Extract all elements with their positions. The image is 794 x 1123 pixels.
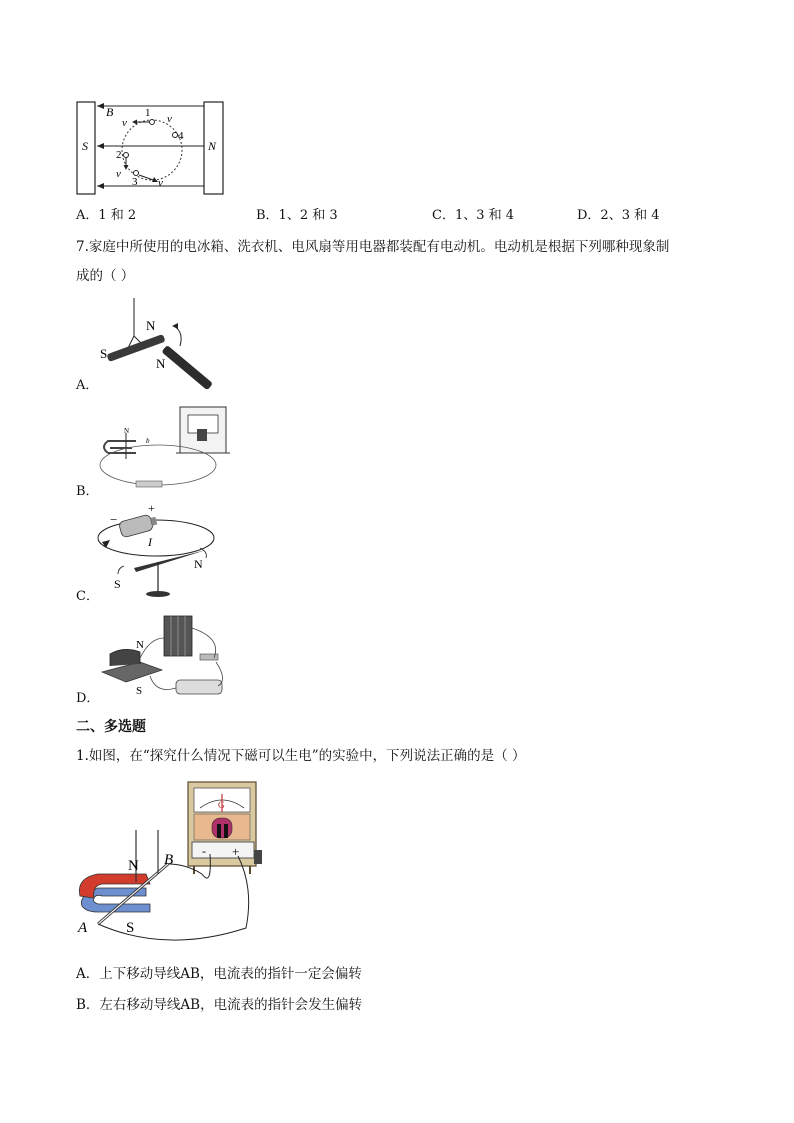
label-n: N xyxy=(208,139,217,153)
svg-text:S: S xyxy=(136,685,143,697)
rheostat xyxy=(176,680,222,694)
q6-option-b[interactable]: B．1、2 和 3 xyxy=(256,208,338,223)
label-v1: v xyxy=(122,117,127,129)
switch xyxy=(136,481,162,487)
q6-figure-svg xyxy=(70,98,230,198)
svg-text:N: N xyxy=(124,427,130,435)
q6-option-a[interactable]: A．1 和 2 xyxy=(76,208,137,223)
label-3: 3 xyxy=(132,176,138,188)
q7-option-b[interactable]: B． xyxy=(76,484,99,499)
svg-text:+: + xyxy=(232,844,240,859)
label-1: 1 xyxy=(145,107,151,119)
motor-magnet xyxy=(110,649,140,666)
point-4 xyxy=(173,133,178,138)
q7-figure-c xyxy=(96,501,226,604)
label-v2: v xyxy=(116,168,121,180)
point-3 xyxy=(134,171,139,176)
q7-figure-b xyxy=(96,403,236,495)
q7-option-d[interactable]: D． xyxy=(76,691,100,706)
label-s: S xyxy=(82,139,88,153)
q7-figure-d xyxy=(96,608,236,700)
section-heading-multiple-choice: 二、多选题 xyxy=(76,719,146,735)
svg-text:S: S xyxy=(114,577,121,591)
bar-magnet xyxy=(161,345,213,390)
point-2 xyxy=(124,153,129,158)
label-2: 2 xyxy=(116,149,122,161)
label-b: B xyxy=(106,105,114,119)
svg-text:−: − xyxy=(110,512,118,527)
point-1 xyxy=(150,120,155,125)
svg-text:S: S xyxy=(126,920,135,936)
trajectory-circle xyxy=(122,120,182,180)
mq1-figure xyxy=(76,778,266,938)
mq1-option-b[interactable]: B．左右移动导线AB，电流表的指针会发生偏转 xyxy=(76,997,363,1013)
galvanometer-coil xyxy=(212,818,232,838)
q7-option-c[interactable]: C． xyxy=(76,589,99,604)
svg-text:b: b xyxy=(146,437,150,445)
q6-option-d[interactable]: D．2、3 和 4 xyxy=(577,208,660,223)
svg-text:N: N xyxy=(146,318,156,333)
q7-option-a[interactable]: A． xyxy=(76,378,99,393)
svg-text:N: N xyxy=(136,639,144,651)
q7-figure-a xyxy=(96,296,226,391)
label-v3: v xyxy=(158,177,163,189)
mq1-stem: 1.如图，在“探究什么情况下磁可以生电”的实验中，下列说法正确的是（ ） xyxy=(76,748,526,764)
label-v4: v xyxy=(167,113,172,125)
svg-text:N: N xyxy=(128,858,139,874)
label-4: 4 xyxy=(178,130,184,142)
q7-stem-line1: 7.家庭中所使用的电冰箱、洗衣机、电风扇等用电器都装配有电动机。电动机是根据下列哪种现象制 xyxy=(76,239,670,255)
svg-text:+: + xyxy=(148,501,155,515)
svg-text:G: G xyxy=(218,800,225,810)
q7-stem-line2: 成的（ ） xyxy=(76,268,135,284)
mq1-option-a[interactable]: A．上下移动导线AB，电流表的指针一定会偏转 xyxy=(76,966,362,982)
q6-figure xyxy=(70,98,230,198)
svg-text:S: S xyxy=(100,346,108,361)
svg-text:B: B xyxy=(164,852,174,868)
svg-text:-: - xyxy=(202,844,206,858)
svg-text:I: I xyxy=(148,535,152,549)
svg-text:N: N xyxy=(194,557,203,571)
svg-text:A: A xyxy=(78,920,88,936)
svg-text:N: N xyxy=(156,356,166,371)
q6-option-c[interactable]: C．1、3 和 4 xyxy=(432,208,515,223)
